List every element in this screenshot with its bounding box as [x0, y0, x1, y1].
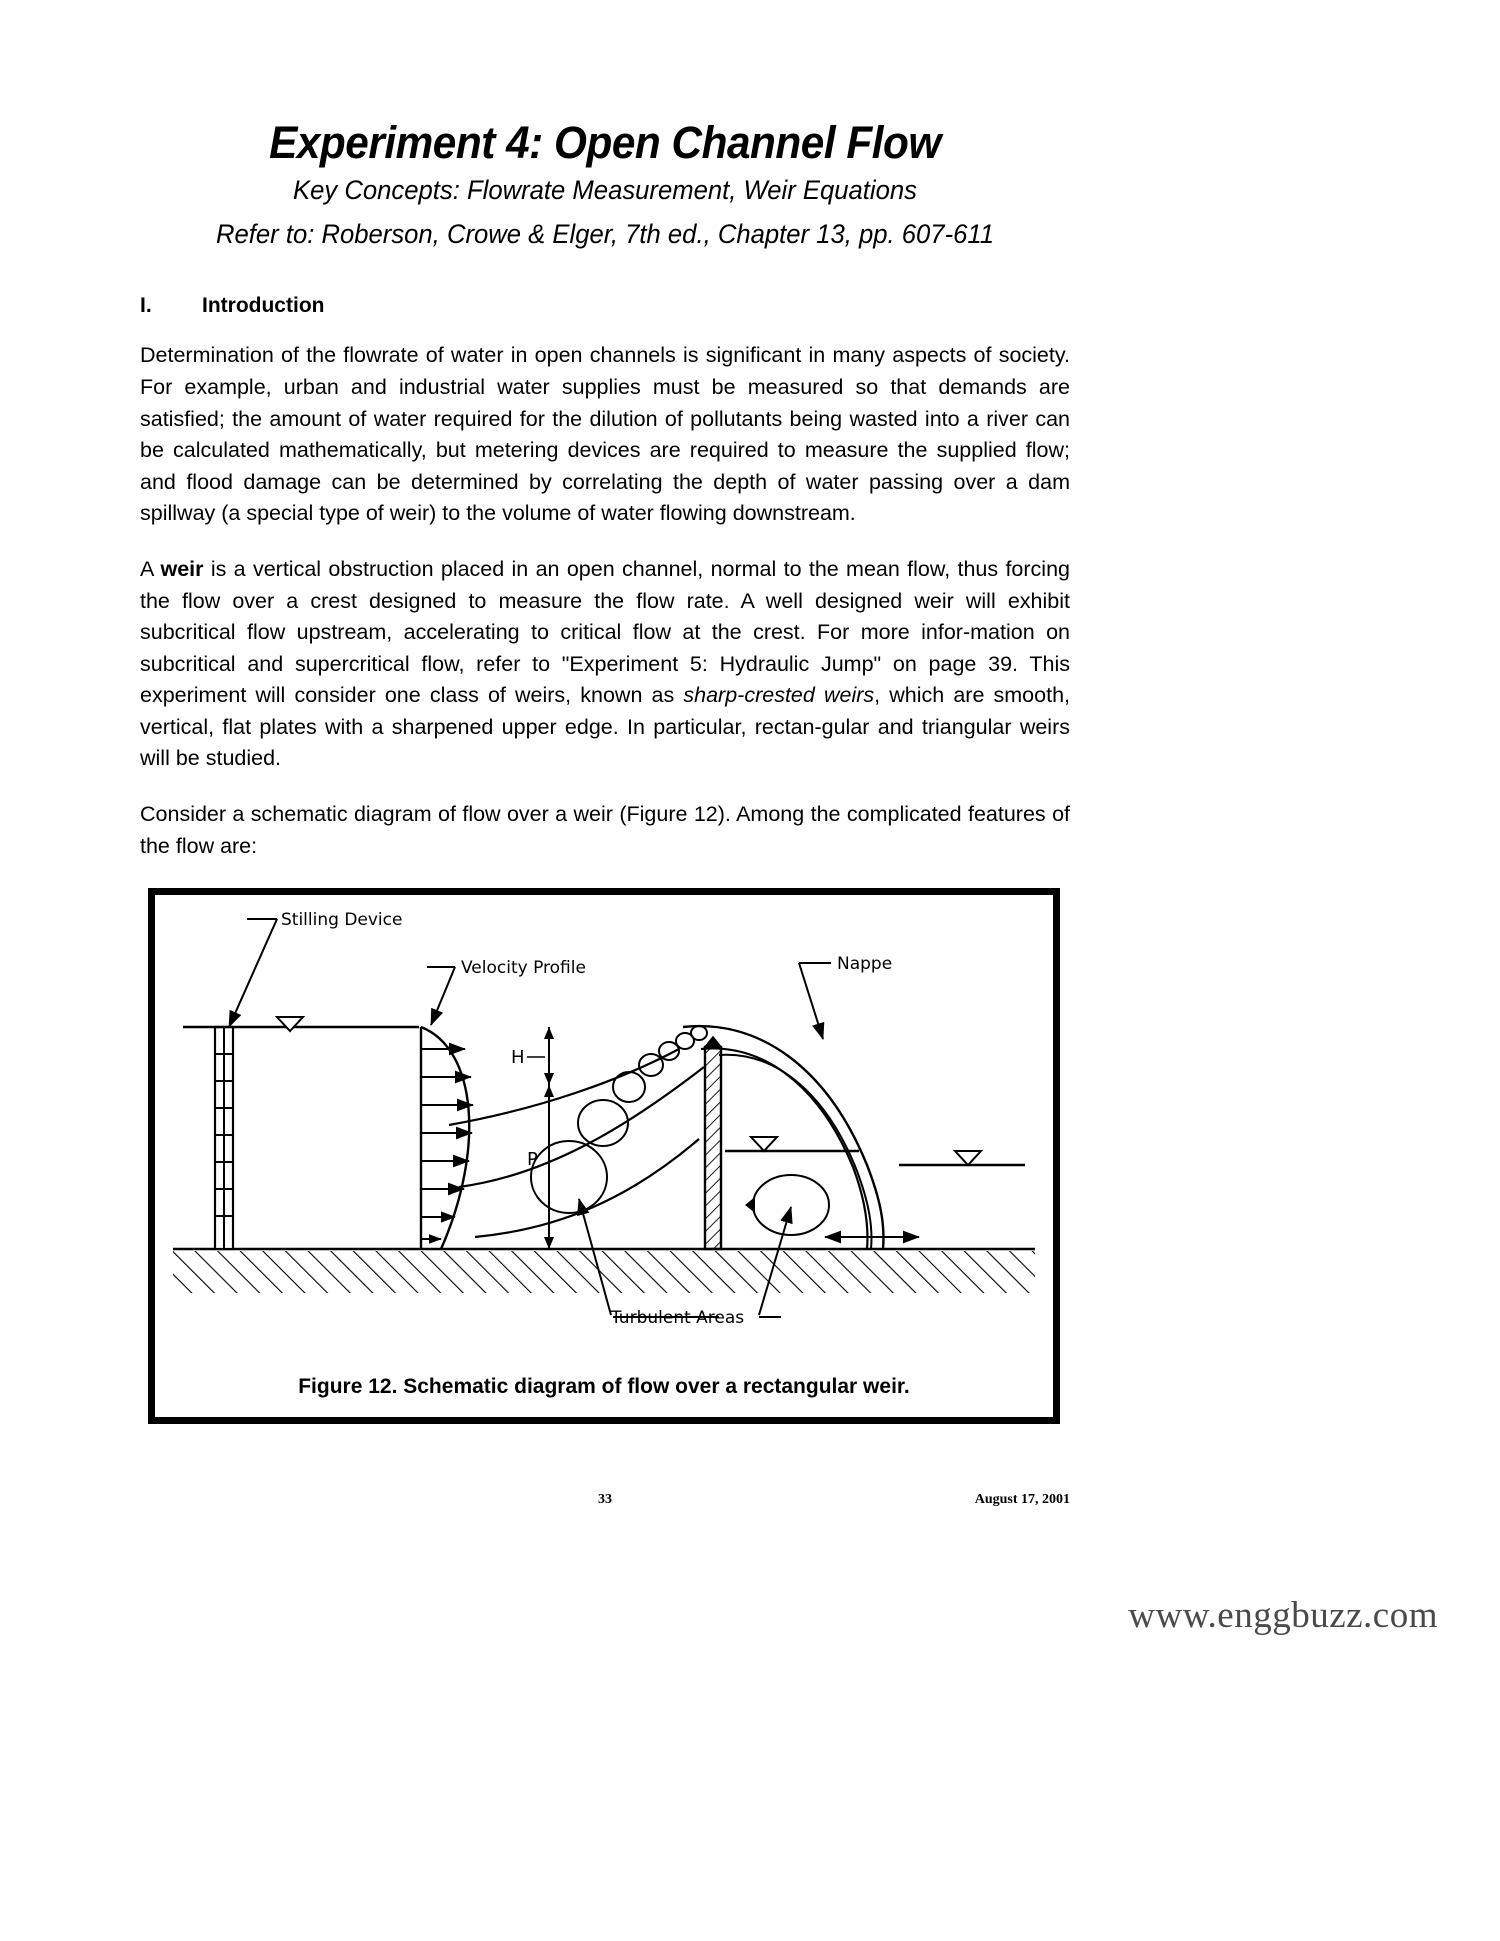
paragraph-introduction-2 — [140, 554, 1070, 775]
section-title: Introduction — [202, 294, 325, 318]
figure-label-nappe: Nappe — [837, 954, 893, 974]
weir-schematic-diagram — [159, 899, 1049, 1339]
figure-label-stilling-device: Stilling Device — [281, 910, 403, 930]
footer-date: August 17, 2001 — [974, 1492, 1070, 1507]
paragraph-introduction-1: Determination of the flowrate of water in open channels is significant in many aspects of society. For example, urban and industrial water supplies must be measured so that demands are satisfied; the amount of water required for the dilution of pollutants being wasted into a river can be calculated mathematically, but metering devices are required to measure the supplied flow; and flood damage can be determined by correlating the depth of water passing over a dam spillway (a special type of weir) to the volume of water flowing downstream. — [140, 343, 1070, 526]
section-number: I. — [140, 294, 152, 318]
figure-12-container — [148, 888, 1060, 1424]
paragraph-2-text-a: A — [140, 556, 161, 581]
paragraph-2-text-b: is a vertical obstruction placed in an open channel, normal to the mean flow, thus forcing the flow over a crest designed to measure the flow rate. A well designed weir will exhibit subcritical flow upstream, accelerating to critical flow at the crest. For more infor-mation on subcritical and supercritical flow, refer to "Experiment 5: Hydraulic Jump" on page 39. This experiment will consider one class of weirs, known as — [140, 556, 1070, 708]
figure-caption: Figure 12. Schematic diagram of flow over a rectangular weir. — [298, 1375, 910, 1398]
page-title: Experiment 4: Open Channel Flow — [269, 117, 941, 168]
figure-label-velocity-profile: Velocity Profile — [461, 958, 586, 978]
figure-12-inner — [155, 895, 1053, 1417]
watermark-text: www.enggbuzz.com — [1128, 1595, 1438, 1636]
figure-label-head-H: H — [511, 1047, 525, 1068]
figure-label-turbulent-areas: Turbulent Areas — [611, 1308, 745, 1328]
document-subtitle: Key Concepts: Flowrate Measurement, Weir Equations — [293, 174, 917, 205]
figure-label-crest-height-P: P — [527, 1149, 538, 1170]
section-heading-introduction — [140, 294, 1070, 318]
paragraph-2-text-c: , which are smooth, vertical, flat plates with a sharpened upper edge. In particular, rectan-gular and triangular weirs will be studied. — [140, 683, 1071, 771]
term-weir: weir — [160, 556, 204, 581]
term-sharp-crested-weirs: sharp-crested weirs — [683, 683, 875, 708]
document-reference: Refer to: Roberson, Crowe & Elger, 7th ed., Chapter 13, pp. 607-611 — [215, 219, 995, 250]
paragraph-introduction-3: Consider a schematic diagram of flow over a weir (Figure 12). Among the complicated features of the flow are: — [140, 802, 1070, 858]
document-content — [140, 118, 1070, 862]
footer-page-number: 33 — [598, 1492, 612, 1507]
